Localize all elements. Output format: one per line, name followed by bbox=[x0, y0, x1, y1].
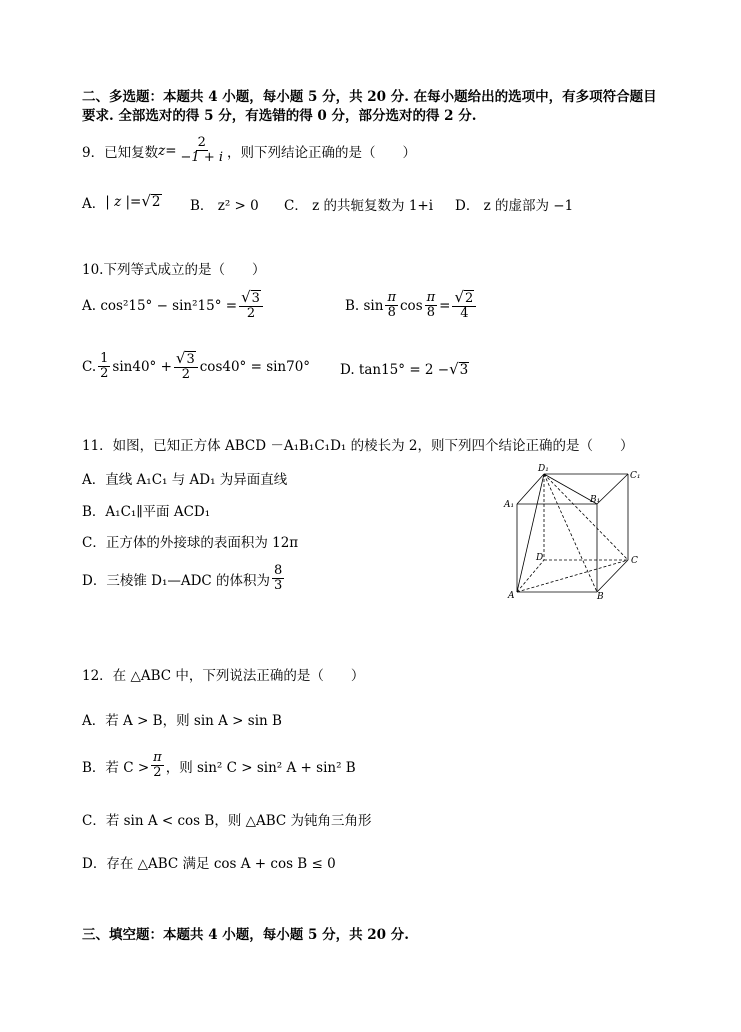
section3-header: 三、填空题：本题共 4 小题，每小题 5 分，共 20 分. bbox=[82, 927, 409, 943]
q9-option-a-mid: | z |= bbox=[105, 194, 142, 210]
cube-figure bbox=[500, 462, 650, 602]
q10-b-eq: = bbox=[439, 297, 451, 314]
diag-d1-c bbox=[544, 474, 628, 560]
q11-option-a: A．直线 A₁C₁ 与 AD₁ 为异面直线 bbox=[82, 472, 288, 488]
q10-c-2: 2 bbox=[100, 366, 109, 381]
q11-stem: 11．如图，已知正方体 ABCD －A₁B₁C₁D₁ 的棱长为 2，则下列四个结论正确的是（ ） bbox=[82, 438, 634, 454]
q9-option-b: B． z² > 0 bbox=[190, 198, 259, 214]
q10-b-den: 4 bbox=[460, 306, 469, 321]
q10-b-8a: 8 bbox=[387, 305, 396, 320]
q12-stem: 12．在 △ABC 中，下列说法正确的是（ ） bbox=[82, 668, 365, 684]
q12-b-den: 2 bbox=[153, 765, 162, 780]
q10-d-rad: 3 bbox=[459, 362, 469, 378]
edge-a1-d1 bbox=[517, 474, 544, 504]
q10-a-rad: 3 bbox=[251, 291, 260, 306]
label-b: B bbox=[597, 592, 604, 602]
q10-b-8b: 8 bbox=[426, 305, 436, 320]
q10-a-fraction: √ 3 2 bbox=[239, 290, 263, 321]
q9-option-a-sqrt: √ 2 bbox=[141, 192, 161, 210]
q10-stem: 10.下列等式成立的是（ ） bbox=[82, 262, 266, 278]
q9-z: z bbox=[158, 142, 166, 159]
q11-option-c: C．正方体的外接球的表面积为 12π bbox=[82, 535, 299, 551]
q10-option-a bbox=[82, 290, 265, 321]
q10-c-1: 1 bbox=[100, 351, 109, 366]
label-a: A bbox=[508, 591, 515, 601]
q12-option-c: C．若 sin A < cos B，则 △ABC 为钝角三角形 bbox=[82, 813, 372, 829]
q9-fraction bbox=[179, 136, 225, 165]
q11-d-den: 3 bbox=[274, 578, 283, 593]
section2-header-line2: 要求. 全部选对的得 5 分，有选错的得 0 分，部分选对的得 2 分. bbox=[82, 108, 477, 124]
q11-option-b: B．A₁C₁∥平面 ACD₁ bbox=[82, 504, 211, 520]
q11-d-pre: D．三棱锥 D₁—ADC 的体积为 bbox=[82, 572, 271, 589]
q9-option-a-rad: 2 bbox=[151, 194, 161, 210]
q10-c-sin: sin40° + bbox=[112, 358, 172, 375]
q10-a-den: 2 bbox=[246, 306, 256, 321]
q9-fraction-den: −1 + i bbox=[180, 150, 224, 165]
q10-option-b: B. sin $\frac{\pi}{8}$ cos $\frac{\pi}{8}$ = √ 2 4 bbox=[345, 290, 478, 321]
q9-stem bbox=[82, 136, 416, 165]
q11-option-d bbox=[82, 564, 286, 593]
q9-option-c: C． z 的共轭复数为 1+i bbox=[284, 198, 434, 214]
q10-b-cos: cos bbox=[400, 297, 423, 314]
q9-fraction-num: 2 bbox=[197, 135, 206, 150]
q12-b-post: ，则 sin² C > sin² A + sin² B bbox=[165, 759, 356, 776]
section2-header-line1: 二、多选题：本题共 4 小题，每小题 5 分，共 20 分. 在每小题给出的选项中，有多项符合题目 bbox=[82, 89, 657, 105]
diag-d1-b bbox=[544, 474, 597, 592]
label-d: D bbox=[536, 553, 544, 563]
label-c: C bbox=[631, 556, 638, 566]
q12-option-b bbox=[82, 751, 356, 780]
label-d1: D₁ bbox=[538, 464, 549, 474]
edge-b1-c1 bbox=[597, 474, 628, 504]
q10-b-pre: B. sin bbox=[345, 297, 384, 314]
q11-d-num: 8 bbox=[274, 563, 283, 578]
q10-c-2b: 2 bbox=[181, 367, 190, 382]
q10-b-rad: 2 bbox=[465, 291, 474, 306]
q9-eq: = bbox=[165, 142, 177, 159]
diag-a-c bbox=[517, 560, 628, 592]
label-b1: B₁ bbox=[590, 495, 601, 505]
q12-b-num: π bbox=[153, 750, 162, 765]
q10-b-pi1: π bbox=[387, 290, 396, 305]
q9-stem-post: ，则下列结论正确的是（ ） bbox=[227, 144, 417, 161]
label-c1: C₁ bbox=[630, 471, 641, 481]
label-a1: A₁ bbox=[504, 500, 515, 510]
q9-option-a bbox=[82, 192, 162, 212]
q10-c-pre: C. bbox=[82, 358, 97, 375]
q10-b-pi2: π bbox=[426, 290, 436, 305]
q9-option-a-label: A． bbox=[82, 196, 106, 212]
q9-stem-pre: 9．已知复数 bbox=[82, 144, 159, 161]
q10-a-pre: A. cos²15° − sin²15° = bbox=[82, 297, 238, 314]
q12-b-pre: B．若 C > bbox=[82, 759, 150, 776]
diag-d1-a bbox=[517, 474, 544, 592]
q10-option-c: C. $\frac{1}{2}$ sin40° + √ 3 2 cos40° = sin70° bbox=[82, 349, 311, 382]
q10-option-d: D. tan15° = 2 − √ 3 bbox=[340, 360, 469, 378]
q10-c-post: cos40° = sin70° bbox=[199, 358, 311, 375]
edge-b-c bbox=[597, 560, 628, 592]
q12-option-a: A．若 A > B，则 sin A > sin B bbox=[82, 713, 282, 729]
q10-c-rad: 3 bbox=[186, 352, 195, 367]
q12-option-d: D．存在 △ABC 满足 cos A + cos B ≤ 0 bbox=[82, 856, 336, 872]
q9-option-d: D． z 的虚部为 −1 bbox=[455, 198, 574, 214]
q10-d-pre: D. tan15° = 2 − bbox=[340, 362, 450, 378]
